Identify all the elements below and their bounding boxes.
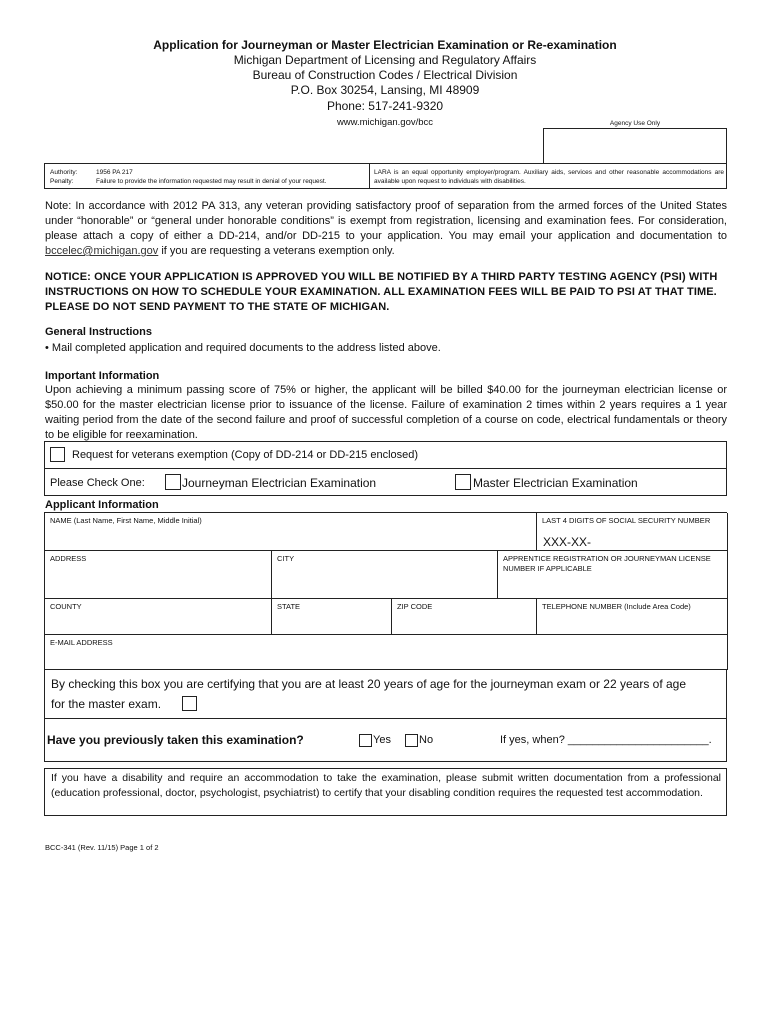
county-field[interactable] — [45, 599, 272, 635]
website-url: www.michigan.gov/bcc — [336, 117, 434, 128]
authority-value: 1956 PA 217 — [96, 169, 133, 176]
previous-no-label: No — [419, 734, 434, 746]
email-label: E-MAIL ADDRESS — [50, 638, 113, 647]
age-certify-checkbox[interactable] — [182, 696, 197, 711]
county-label: COUNTY — [50, 602, 82, 611]
bureau-name: Bureau of Construction Codes / Electrical Division — [252, 68, 518, 82]
department-name: Michigan Department of Licensing and Regulatory Affairs — [233, 53, 537, 67]
journeyman-checkbox[interactable] — [165, 474, 181, 490]
previous-no-checkbox[interactable] — [405, 734, 418, 747]
email-field[interactable] — [45, 635, 728, 670]
disability-box — [44, 768, 727, 816]
master-label: Master Electrician Examination — [473, 476, 638, 490]
check-one-label: Please Check One: — [50, 477, 145, 489]
master-checkbox[interactable] — [455, 474, 471, 490]
agency-use-label: Agency Use Only — [609, 120, 661, 127]
previous-yes-checkbox[interactable] — [359, 734, 372, 747]
veteran-note-tail: if you are requesting a veterans exemption only. — [158, 245, 395, 257]
ssn-label: LAST 4 DIGITS OF SOCIAL SECURITY NUMBER — [542, 516, 711, 525]
state-label: STATE — [277, 602, 301, 611]
form-footer: BCC-341 (Rev. 11/15) Page 1 of 2 — [45, 843, 159, 852]
email-link[interactable]: bccelec@michigan.gov — [45, 245, 159, 257]
previous-exam-question: Have you previously taken this examination? — [47, 733, 304, 747]
journeyman-label: Journeyman Electrician Examination — [182, 476, 377, 490]
important-heading: Important Information — [45, 370, 160, 382]
applicant-heading: Applicant Information — [45, 499, 159, 511]
penalty-value: Failure to provide the information requested may result in denial of your request. — [96, 178, 327, 185]
penalty-label: Penalty: — [50, 178, 74, 185]
divider — [369, 164, 370, 188]
veteran-note — [45, 199, 727, 259]
authority-box — [44, 163, 727, 189]
lara-statement: LARA is an equal opportunity employer/program. Auxiliary aids, services and other reasonable accommodations are available upon request to individuals with disabilities. — [374, 169, 724, 185]
veterans-checkbox[interactable] — [50, 447, 65, 462]
ssn-prefix: XXX-XX- — [543, 535, 592, 549]
age-certify-line2: for the master exam. — [51, 697, 162, 711]
telephone-field[interactable] — [537, 599, 728, 635]
previous-exam-box — [44, 719, 727, 762]
veteran-note-text: Note: In accordance with 2012 PA 313, any veteran providing satisfactory proof of separation from the armed forces of the United States under “honorable” or “general under honorable conditions” is exempt from registration, licensing and examination fees. For consideration, please attach a copy of either a DD-214, and/or DD-215 to your application. You may email your application and documentation to — [45, 200, 727, 242]
authority-label: Authority: — [50, 169, 78, 176]
agency-use-box — [543, 128, 727, 164]
previous-when-field[interactable]: If yes, when? _______________________. — [500, 734, 712, 746]
disability-text: If you have a disability and require an accommodation to take the examination, please submit written documentation from a professional (education professional, doctor, psychologist, psychiatrist) to certify that your disabling condition requires the requested test accommodation. — [51, 772, 721, 799]
license-number-label: APPRENTICE REGISTRATION OR JOURNEYMAN LICENSE NUMBER IF APPLICABLE — [503, 554, 711, 573]
zip-field[interactable] — [392, 599, 537, 635]
exam-selection-box — [44, 441, 727, 496]
ssn-field[interactable] — [537, 513, 728, 551]
zip-label: ZIP CODE — [397, 602, 433, 611]
age-certify-line1: By checking this box you are certifying that you are at least 20 years of age for the journeyman exam or 22 years of age — [51, 677, 687, 691]
state-field[interactable] — [272, 599, 392, 635]
mailing-address: P.O. Box 30254, Lansing, MI 48909 — [290, 83, 480, 97]
general-instructions-bullet: • Mail completed application and required documents to the address listed above. — [45, 342, 441, 354]
name-field[interactable] — [45, 513, 537, 551]
telephone-label: TELEPHONE NUMBER (Include Area Code) — [542, 602, 691, 611]
phone-number: Phone: 517-241-9320 — [326, 99, 444, 113]
previous-yes-label: Yes — [373, 734, 391, 746]
age-certify-box — [44, 669, 727, 719]
form-title: Application for Journeyman or Master Electrician Examination or Re-examination — [153, 38, 617, 52]
name-label: NAME (Last Name, First Name, Middle Initial) — [50, 516, 202, 525]
general-instructions-heading: General Instructions — [45, 326, 152, 338]
city-field[interactable] — [272, 551, 498, 599]
city-label: CITY — [277, 554, 295, 563]
license-number-field[interactable] — [498, 551, 728, 599]
divider — [45, 468, 726, 469]
address-label: ADDRESS — [50, 554, 87, 563]
applicant-grid — [44, 512, 727, 669]
veterans-label: Request for veterans exemption (Copy of DD-214 or DD-215 enclosed) — [72, 449, 419, 461]
important-text: Upon achieving a minimum passing score of 75% or higher, the applicant will be billed $40.00 for the journeyman electrician license or $50.00 for the master electrician license prior to issuance of the license. Failure of examination 2 times within 2 years requires a 1 year waiting period from the date of the second failure and proof of successful completion of a course on code, electrical fundamentals or theory to be eligible for reexamination. — [45, 384, 727, 441]
address-field[interactable] — [45, 551, 272, 599]
psi-notice: NOTICE: ONCE YOUR APPLICATION IS APPROVED YOU WILL BE NOTIFIED BY A THIRD PARTY TESTING AGENCY (PSI) WITH INSTRUCTIONS ON HOW TO SCHEDULE YOUR EXAMINATION. ALL EXAMINATION FEES WILL BE PAID TO PSI AT THAT TIME. PLEASE DO NOT SEND PAYMENT TO THE STATE OF MICHIGAN. — [45, 271, 718, 313]
